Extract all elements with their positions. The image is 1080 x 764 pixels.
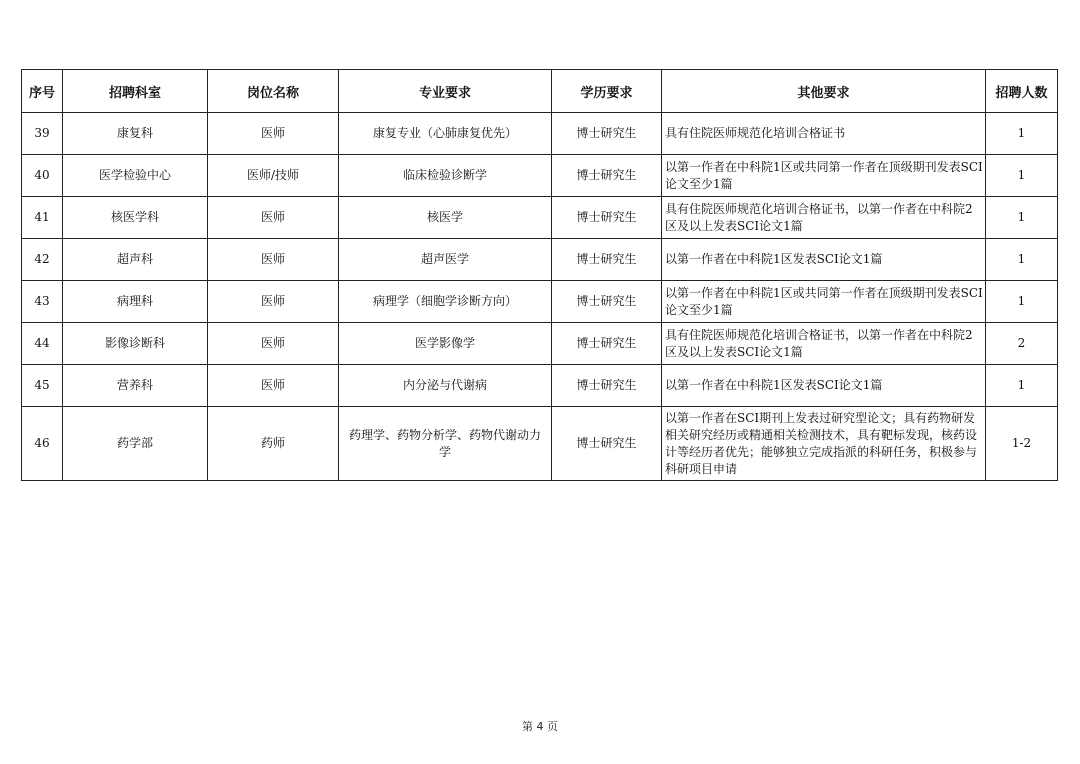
cell-education: 博士研究生: [552, 365, 662, 407]
table-header-row: [22, 70, 1058, 113]
cell-other: 以第一作者在中科院1区发表SCI论文1篇: [662, 365, 986, 407]
table-row: [22, 281, 1058, 323]
page-number: 第 4 页: [522, 720, 558, 733]
header-position: 岗位名称: [208, 70, 339, 113]
cell-department: 核医学科: [63, 197, 208, 239]
header-other: 其他要求: [662, 70, 986, 113]
cell-position: 医师: [208, 197, 339, 239]
cell-count: 1: [986, 155, 1058, 197]
cell-major: 超声医学: [339, 239, 552, 281]
cell-major: 药理学、药物分析学、药物代谢动力学: [339, 407, 552, 481]
cell-department: 营养科: [63, 365, 208, 407]
table-row: [22, 365, 1058, 407]
cell-other: 以第一作者在中科院1区或共同第一作者在顶级期刊发表SCI论文至少1篇: [662, 281, 986, 323]
cell-department: 影像诊断科: [63, 323, 208, 365]
cell-other: 具有住院医师规范化培训合格证书，以第一作者在中科院2区及以上发表SCI论文1篇: [662, 323, 986, 365]
cell-major: 康复专业（心肺康复优先）: [339, 113, 552, 155]
cell-no: 39: [22, 113, 63, 155]
cell-count: 1: [986, 281, 1058, 323]
cell-count: 1: [986, 239, 1058, 281]
cell-department: 医学检验中心: [63, 155, 208, 197]
cell-no: 43: [22, 281, 63, 323]
cell-position: 医师: [208, 281, 339, 323]
table-row: [22, 197, 1058, 239]
cell-count: 2: [986, 323, 1058, 365]
cell-count: 1: [986, 197, 1058, 239]
cell-major: 核医学: [339, 197, 552, 239]
cell-count: 1-2: [986, 407, 1058, 481]
cell-count: 1: [986, 113, 1058, 155]
cell-other: 具有住院医师规范化培训合格证书: [662, 113, 986, 155]
cell-other: 具有住院医师规范化培训合格证书，以第一作者在中科院2区及以上发表SCI论文1篇: [662, 197, 986, 239]
cell-position: 药师: [208, 407, 339, 481]
cell-education: 博士研究生: [552, 197, 662, 239]
table-row: [22, 239, 1058, 281]
cell-department: 康复科: [63, 113, 208, 155]
cell-no: 42: [22, 239, 63, 281]
cell-position: 医师: [208, 239, 339, 281]
cell-major: 内分泌与代谢病: [339, 365, 552, 407]
cell-no: 41: [22, 197, 63, 239]
cell-department: 病理科: [63, 281, 208, 323]
cell-count: 1: [986, 365, 1058, 407]
cell-no: 45: [22, 365, 63, 407]
cell-other: 以第一作者在中科院1区发表SCI论文1篇: [662, 239, 986, 281]
header-count: 招聘人数: [986, 70, 1058, 113]
header-no: 序号: [22, 70, 63, 113]
header-department: 招聘科室: [63, 70, 208, 113]
cell-position: 医师: [208, 365, 339, 407]
cell-no: 46: [22, 407, 63, 481]
cell-other: 以第一作者在中科院1区或共同第一作者在顶级期刊发表SCI论文至少1篇: [662, 155, 986, 197]
recruitment-table: [21, 69, 1058, 481]
table-row: [22, 113, 1058, 155]
cell-department: 药学部: [63, 407, 208, 481]
table-row: [22, 155, 1058, 197]
cell-education: 博士研究生: [552, 323, 662, 365]
cell-major: 病理学（细胞学诊断方向）: [339, 281, 552, 323]
cell-position: 医师: [208, 323, 339, 365]
cell-education: 博士研究生: [552, 113, 662, 155]
cell-position: 医师: [208, 113, 339, 155]
cell-education: 博士研究生: [552, 155, 662, 197]
cell-no: 44: [22, 323, 63, 365]
cell-major: 临床检验诊断学: [339, 155, 552, 197]
cell-other: 以第一作者在SCI期刊上发表过研究型论文；具有药物研发相关研究经历或精通相关检测技术，具有靶标发现，核药设计等经历者优先；能够独立完成指派的科研任务，积极参与科研项目申请: [662, 407, 986, 481]
cell-education: 博士研究生: [552, 407, 662, 481]
cell-major: 医学影像学: [339, 323, 552, 365]
cell-education: 博士研究生: [552, 239, 662, 281]
cell-department: 超声科: [63, 239, 208, 281]
header-education: 学历要求: [552, 70, 662, 113]
table-row: [22, 323, 1058, 365]
cell-position: 医师/技师: [208, 155, 339, 197]
cell-education: 博士研究生: [552, 281, 662, 323]
table-row: [22, 407, 1058, 481]
cell-no: 40: [22, 155, 63, 197]
header-major: 专业要求: [339, 70, 552, 113]
